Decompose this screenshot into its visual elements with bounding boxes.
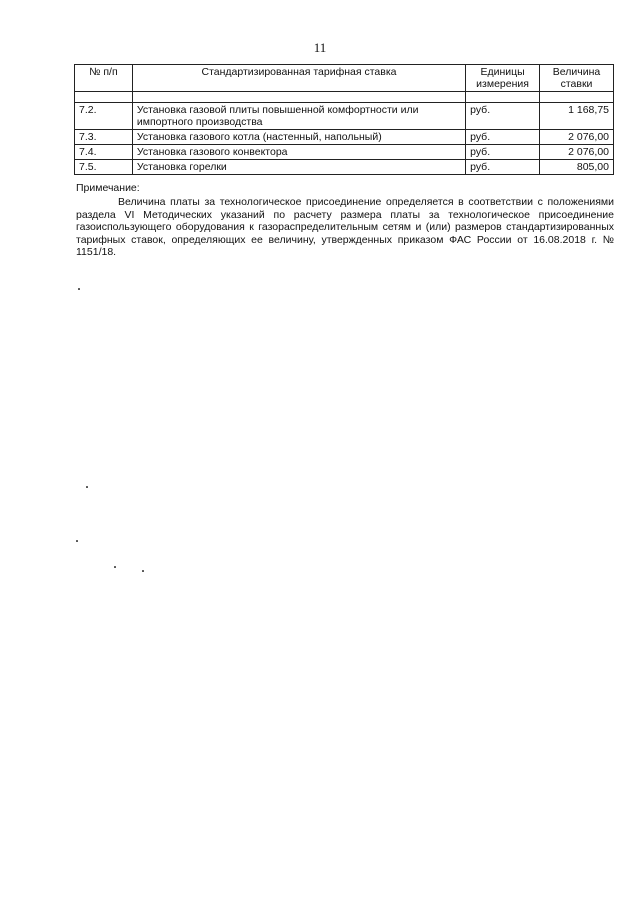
page-number: 11 [313,40,327,55]
row-unit: руб. [466,103,540,130]
scan-speck [114,566,116,568]
tariff-table [74,64,614,175]
row-value: 2 076,00 [540,130,614,145]
row-num: 7.2. [75,103,133,130]
row-name: Установка газовой плиты повышенной комфортности или импортного производства [132,103,465,130]
table-row [75,160,614,175]
header-value: Величина ставки [540,65,614,92]
row-value: 2 076,00 [540,145,614,160]
row-unit: руб. [466,145,540,160]
table-header-row [75,65,614,92]
table-row [75,145,614,160]
header-num: № п/п [75,65,133,92]
row-num: 7.5. [75,160,133,175]
row-unit: руб. [466,160,540,175]
table-row [75,130,614,145]
row-unit: руб. [466,130,540,145]
note-heading: Примечание: [76,182,140,194]
header-unit: Единицы измерения [466,65,540,92]
scan-speck [76,540,78,542]
scan-speck [78,288,80,290]
note-text: Величина платы за технологическое присоединение определяется в соответствии с положениями раздела VI Методических указаний по расчету размера платы за технологическое присоединение газоиспользующего оборудования к газораспределительным сетям и (или) размеров стандартизированных тарифных ставок, определяющих ее величину, утвержденных приказом ФАС России от 16.08.2018 г. № 1151/18. [76,196,614,258]
row-name: Установка газового конвектора [132,145,465,160]
header-name: Стандартизированная тарифная ставка [132,65,465,92]
row-num: 7.3. [75,130,133,145]
row-value: 1 168,75 [540,103,614,130]
row-value: 805,00 [540,160,614,175]
row-num: 7.4. [75,145,133,160]
scan-speck [142,570,144,572]
table-spacer-row [75,92,614,103]
table-row [75,103,614,130]
scan-speck [86,486,88,488]
row-name: Установка газового котла (настенный, напольный) [132,130,465,145]
row-name: Установка горелки [132,160,465,175]
